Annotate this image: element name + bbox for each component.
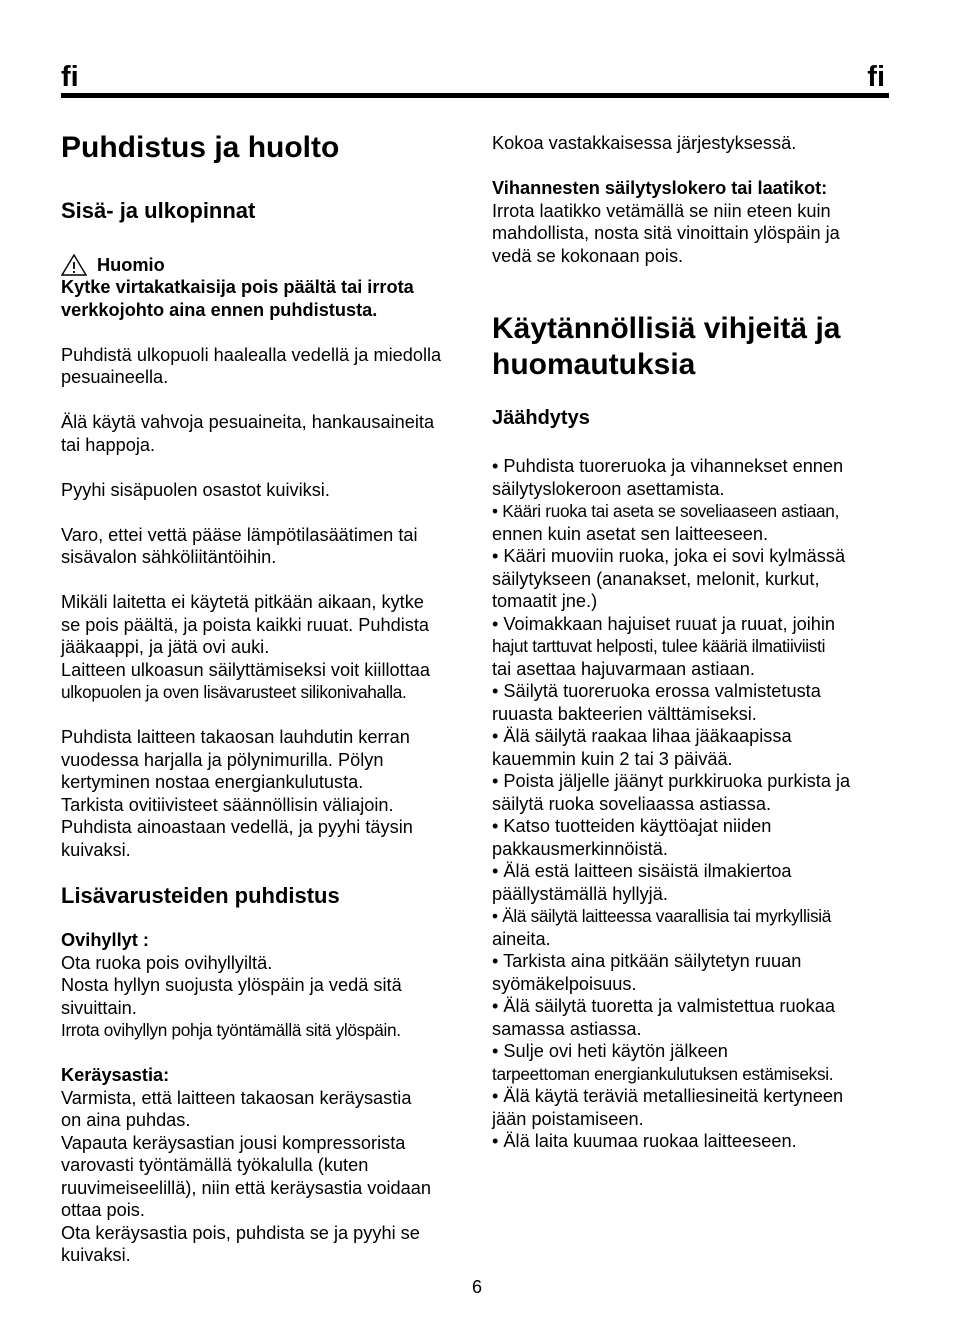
tip-line: • Poista jäljelle jäänyt purkkiruoka purkista ja (492, 771, 851, 791)
paragraph-line: Irrota laatikko vetämällä se niin eteen kuin (492, 200, 831, 221)
tip-line: säilytyslokeroon asettamista. (492, 478, 725, 499)
tip-line: päällystämällä hyllyjä. (492, 883, 668, 904)
tip-line: • Säilytä tuoreruoka erossa valmistetusta (492, 681, 821, 701)
paragraph-line: varovasti työntämällä työkalulla (kuten (61, 1155, 369, 1175)
header-language-left: fi (61, 61, 79, 93)
tip-line: • Sulje ovi heti käytön jälkeen (492, 1041, 728, 1061)
paragraph-line: sisävalon sähköliitäntöihin. (61, 547, 277, 567)
warning-line: verkkojohto aina ennen puhdistusta. (61, 299, 378, 320)
paragraph-line: mahdollista, nosta sitä vinoittain ylöspäin ja (492, 223, 840, 243)
paragraph-line: Ota keräysastia pois, puhdista se ja pyyhi se (61, 1222, 420, 1243)
tip-line: jään poistamiseen. (492, 1108, 644, 1129)
paragraph-line: Laitteen ulkoasun säilyttämiseksi voit kiillottaa (61, 659, 430, 680)
tip-line: • Älä laita kuumaa ruokaa laitteeseen. (492, 1131, 797, 1151)
tip-line: kauemmin kuin 2 tai 3 päivää. (492, 748, 733, 769)
tip-line: • Älä säilytä tuoretta ja valmistettua ruokaa (492, 996, 836, 1016)
tip-line: samassa astiassa. (492, 1018, 642, 1039)
tip-line: ruuasta bakteerien välttämiseksi. (492, 703, 757, 724)
tip-line: säilytä ruoka soveliaassa astiassa. (492, 793, 772, 814)
paragraph-line: Ota ruoka pois ovihyllyiltä. (61, 952, 273, 973)
tip-line: pakkausmerkinnöistä. (492, 838, 668, 859)
paragraph-line: Puhdista ainoastaan vedellä, ja pyyhi täysin (61, 817, 413, 837)
tip-line: • Voimakkaan hajuiset ruuat ja ruuat, joihin (492, 613, 836, 634)
tip-line: • Tarkista aina pitkään säilytetyn ruuan (492, 951, 802, 971)
section-heading-accessories: Lisävarusteiden puhdistus (61, 883, 340, 908)
tip-line: • Kääri muoviin ruoka, joka ei sovi kylmässä (492, 546, 846, 566)
paragraph-line: Tarkista ovitiivisteet säännöllisin väliajoin. (61, 794, 394, 815)
paragraph-line: vuodessa harjalla ja pölynimurilla. Pölyn (61, 749, 384, 770)
paragraph-line: Irrota ovihyllyn pohja työntämällä sitä ylöspäin. (61, 1020, 401, 1040)
tip-line: syömäkelpoisuus. (492, 973, 637, 994)
tip-line: • Puhdista tuoreruoka ja vihannekset ennen (492, 456, 844, 476)
left-column (61, 130, 469, 1267)
header-rule (61, 93, 889, 98)
tip-line: • Älä säilytä raakaa lihaa jääkaapissa (492, 726, 792, 746)
paragraph-line: Älä käytä vahvoja pesuaineita, hankausaineita (61, 412, 435, 432)
paragraph-line: Nosta hyllyn suojusta ylöspäin ja vedä sitä (61, 975, 402, 995)
paragraph-line: Pyyhi sisäpuolen osastot kuiviksi. (61, 479, 330, 500)
paragraph-line: Vapauta keräysastian jousi kompressorista (61, 1132, 406, 1153)
subheading-drip-tray: Keräysastia: (61, 1065, 170, 1085)
tips-list (492, 455, 894, 1153)
paragraph-line: on aina puhdas. (61, 1110, 191, 1130)
paragraph-line: kuivaksi. (61, 839, 131, 860)
tip-line: • Älä estä laitteen sisäistä ilmakiertoa (492, 861, 792, 881)
paragraph-line: Varo, ettei vettä pääse lämpötilasäätimen tai (61, 524, 418, 545)
section-heading-cooling: Jäähdytys (492, 407, 590, 429)
paragraph-line: Mikäli laitetta ei käytetä pitkään aikaan, kytke (61, 592, 424, 612)
paragraph-line: Kokoa vastakkaisessa järjestyksessä. (492, 133, 797, 153)
tip-line: • Älä säilytä laitteessa vaarallisia tai myrkyllisiä (492, 906, 832, 926)
tips-title-line: huomautuksia (492, 348, 696, 381)
paragraph-line: Puhdista laitteen takaosan lauhdutin kerran (61, 727, 410, 747)
paragraph-line: tai happoja. (61, 434, 156, 455)
paragraph-line: jääkaappi, ja jätä ovi auki. (61, 637, 270, 657)
tip-line: aineita. (492, 928, 551, 949)
paragraph-line: pesuaineella. (61, 367, 169, 387)
section-heading-surfaces: Sisä- ja ulkopinnat (61, 198, 256, 223)
warning-note-title (61, 254, 469, 276)
tip-line: tai asettaa hajuvarmaan astiaan. (492, 658, 755, 679)
warning-icon (61, 254, 87, 276)
subheading-vegetable-drawer: Vihannesten säilytyslokero tai laatikot: (492, 178, 828, 198)
warning-label: Huomio (97, 255, 165, 275)
paragraph-line: ottaa pois. (61, 1200, 145, 1220)
warning-line: Kytke virtakatkaisija pois päältä tai irrota (61, 277, 414, 297)
paragraph-line: Puhdistä ulkopuoli haalealla vedellä ja miedolla (61, 344, 442, 365)
header-language-right: fi (867, 61, 885, 93)
paragraph-line: vedä se kokonaan pois. (492, 245, 684, 266)
tip-line: ennen kuin asetat sen laitteeseen. (492, 523, 769, 544)
tip-line: hajut tarttuvat helposti, tulee kääriä ilmatiiviisti (492, 636, 826, 656)
paragraph-line: ulkopuolen ja oven lisävarusteet silikonivahalla. (61, 682, 407, 702)
paragraph-line: Varmista, että laitteen takaosan keräysastia (61, 1087, 412, 1108)
tip-line: • Katso tuotteiden käyttöajat niiden (492, 816, 772, 836)
right-column (492, 132, 894, 1153)
paragraph-line: kuivaksi. (61, 1245, 131, 1265)
page-number: 6 (471, 1277, 482, 1297)
tip-line: • Kääri ruoka tai aseta se soveliaaseen astiaan, (492, 501, 840, 521)
page-title: Puhdistus ja huolto (61, 131, 340, 164)
tip-line: säilytykseen (ananakset, melonit, kurkut, (492, 568, 820, 589)
paragraph-line: sivuittain. (61, 997, 137, 1018)
tip-line: tarpeettoman energiankulutuksen estämiseksi. (492, 1063, 834, 1084)
subheading-door-shelves: Ovihyllyt : (61, 930, 149, 950)
tips-title-line: Käytännöllisiä vihjeitä ja (492, 312, 841, 345)
paragraph-line: ruuvimeiseelillä), niin että keräysastia voidaan (61, 1177, 431, 1198)
paragraph-line: se pois päältä, ja poista kaikki ruuat. Puhdista (61, 614, 430, 635)
tip-line: • Älä käytä teräviä metalliesineitä kertyneen (492, 1086, 844, 1106)
tip-line: tomaatit jne.) (492, 591, 598, 611)
paragraph-line: kertyminen nostaa energiankulutusta. (61, 772, 364, 792)
